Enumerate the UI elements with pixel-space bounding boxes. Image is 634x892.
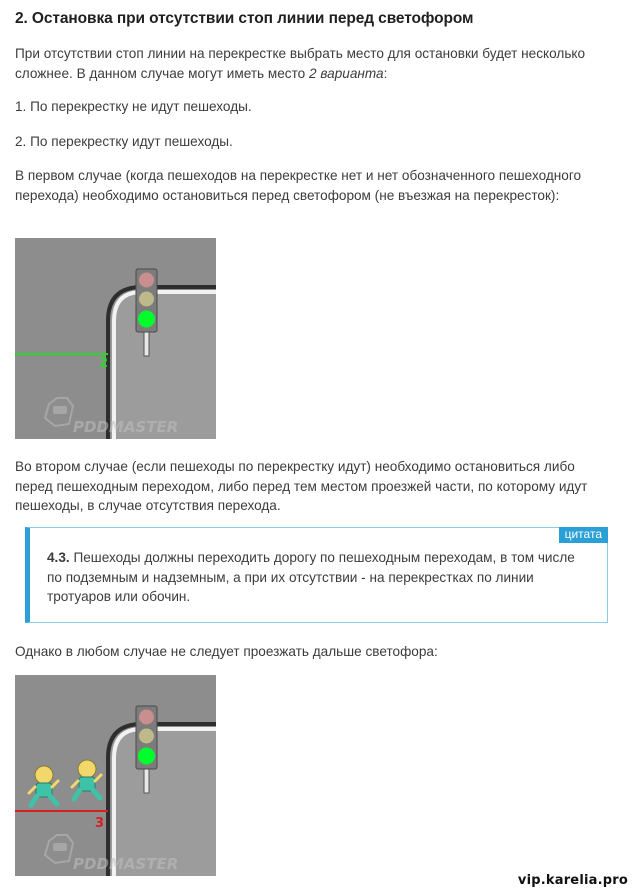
signal-red — [139, 273, 154, 288]
list-item-1: 1. По перекрестку не идут пешеходы. — [15, 99, 252, 114]
signal-green — [138, 311, 155, 328]
case1-paragraph: В первом случае (когда пешеходов на перекрестке нет и нет обозначенного пешеходного перехода) необходимо остановиться перед светофором (не въезжая на перекресток): — [15, 168, 582, 203]
stop-line-label: 2 — [99, 356, 109, 371]
rule-number: 4.3. — [47, 550, 70, 565]
intro-paragraph: При отсутствии стоп линии на перекрестке выбрать место для остановки будет несколько сложнее. В данном случае могут иметь место 2 варианта: — [15, 46, 586, 81]
sidewalk-block — [111, 290, 216, 439]
quote-tag: цитата — [559, 527, 608, 543]
final-paragraph: Однако в любом случае не следует проезжать дальше светофора: — [15, 644, 438, 659]
figure-intersection-no-pedestrians — [15, 238, 216, 439]
site-watermark: vip.karelia.pro — [517, 873, 628, 888]
intro-emphasis: 2 варианта — [309, 65, 384, 81]
signal-yellow — [139, 292, 154, 307]
stop-line-label: 3 — [95, 816, 105, 831]
section-heading: 2. Остановка при отсутствии стоп линии перед светофором — [15, 10, 474, 27]
case2-paragraph: Во втором случае (если пешеходы по перекрестку идут) необходимо остановиться либо перед пешеходным переходом, либо перед тем местом проезжей части, по которому идут пешеходы, в случае отсутствия перехода. — [15, 459, 588, 513]
list-item-2: 2. По перекрестку идут пешеходы. — [15, 134, 233, 149]
figure-intersection-with-pedestrians — [15, 675, 216, 876]
quote-text: 4.3. Пешеходы должны переходить дорогу по пешеходным переходам, в том числе по подземным и надземным, а при их отсутствии - на перекрестках по линии тротуаров или обочин. — [47, 550, 575, 604]
svg-text:PDDMASTER: PDDMASTER — [73, 418, 179, 436]
quote-block — [25, 527, 608, 623]
svg-text:PDDMASTER: PDDMASTER — [73, 855, 179, 873]
